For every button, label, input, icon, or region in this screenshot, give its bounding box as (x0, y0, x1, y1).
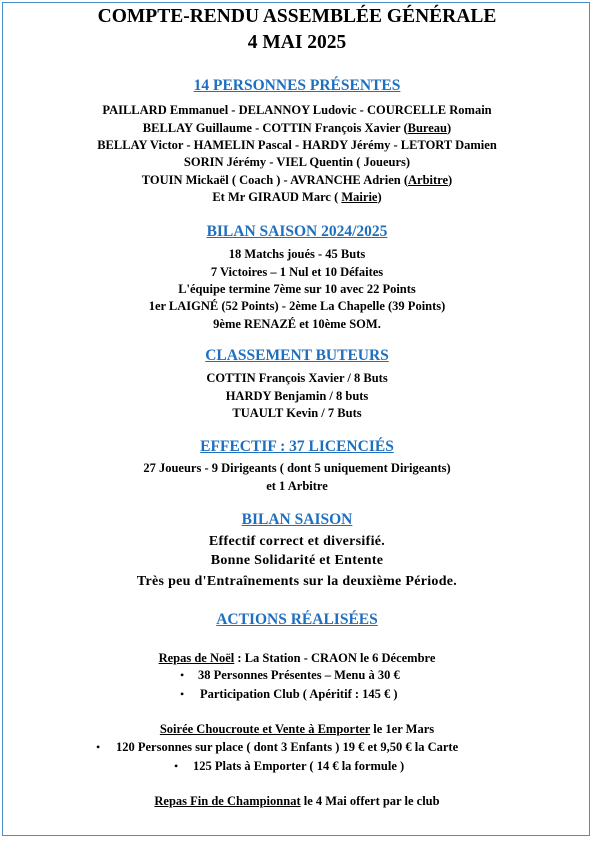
presents-line-5: TOUIN Mickaël ( Coach ) - AVRANCHE Adrien (Arbitre) (141, 173, 453, 187)
noel-line: Repas de Noël : La Station - CRAON le 6 Décembre (158, 651, 436, 665)
choucroute-bullet-2: 125 Plats à Emporter ( 14 € la formule ) (193, 759, 405, 773)
noel-bullet-2: Participation Club ( Apéritif : 145 € ) (200, 687, 398, 701)
effectif-heading: EFFECTIF : 37 LICENCIÉS (200, 438, 394, 455)
choucroute-line: Soirée Choucroute et Vente à Emporter le 1er Mars (159, 722, 435, 736)
actions-heading: ACTIONS RÉALISÉES (216, 611, 378, 628)
buteurs-line-2: HARDY Benjamin / 8 buts (225, 389, 369, 403)
bilan-line-4: 1er LAIGNÉ (52 Points) - 2ème La Chapelle (39 Points) (148, 299, 446, 313)
fin-championnat-line: Repas Fin de Championnat le 4 Mai offert par le club (154, 794, 440, 808)
bilan-saison-heading: BILAN SAISON (241, 511, 353, 528)
bilan-line-2: 7 Victoires – 1 Nul et 10 Défaites (210, 265, 384, 279)
presents-line-3: BELLAY Victor - HAMELIN Pascal - HARDY Jérémy - LETORT Damien (97, 138, 497, 152)
bilan-line-3: L'équipe termine 7ème sur 10 avec 22 Points (178, 282, 416, 296)
noel-bullet-1: 38 Personnes Présentes – Menu à 30 € (198, 668, 400, 682)
bullet-icon: • (180, 668, 185, 682)
bullet-icon: • (180, 687, 185, 701)
buteurs-heading: CLASSEMENT BUTEURS (205, 347, 389, 364)
presents-line-2: BELLAY Guillaume - COTTIN François Xavier (Bureau) (142, 121, 452, 135)
presents-line-6: Et Mr GIRAUD Marc ( Mairie) (212, 190, 382, 204)
bullet-icon: • (96, 740, 101, 754)
presents-line-4: SORIN Jérémy - VIEL Quentin ( Joueurs) (183, 155, 411, 169)
bilan-line-1: 18 Matchs joués - 45 Buts (228, 247, 366, 261)
document-title: COMPTE-RENDU ASSEMBLÉE GÉNÉRALE (97, 6, 497, 27)
presents-heading: 14 PERSONNES PRÉSENTES (193, 77, 401, 94)
buteurs-line-3: TUAULT Kevin / 7 Buts (232, 406, 362, 420)
bullet-icon: • (174, 759, 179, 773)
buteurs-line-1: COTTIN François Xavier / 8 Buts (206, 371, 388, 385)
choucroute-bullet-1: 120 Personnes sur place ( dont 3 Enfants ) 19 € et 9,50 € la Carte (116, 740, 459, 754)
bilan-line-5: 9ème RENAZÉ et 10ème SOM. (213, 317, 381, 331)
presents-line-1: PAILLARD Emmanuel - DELANNOY Ludovic - COURCELLE Romain (102, 103, 492, 117)
document-date: 4 MAI 2025 (247, 32, 347, 53)
effectif-line-2: et 1 Arbitre (266, 479, 328, 493)
bilan-heading: BILAN SAISON 2024/2025 (206, 223, 388, 240)
bilan-saison-line-3: Très peu d'Entraînements sur la deuxième Période. (136, 574, 458, 589)
bilan-saison-line-1: Effectif correct et diversifié. (208, 534, 386, 549)
effectif-line-1: 27 Joueurs - 9 Dirigeants ( dont 5 uniquement Dirigeants) (143, 461, 451, 475)
bilan-saison-line-2: Bonne Solidarité et Entente (210, 553, 384, 568)
